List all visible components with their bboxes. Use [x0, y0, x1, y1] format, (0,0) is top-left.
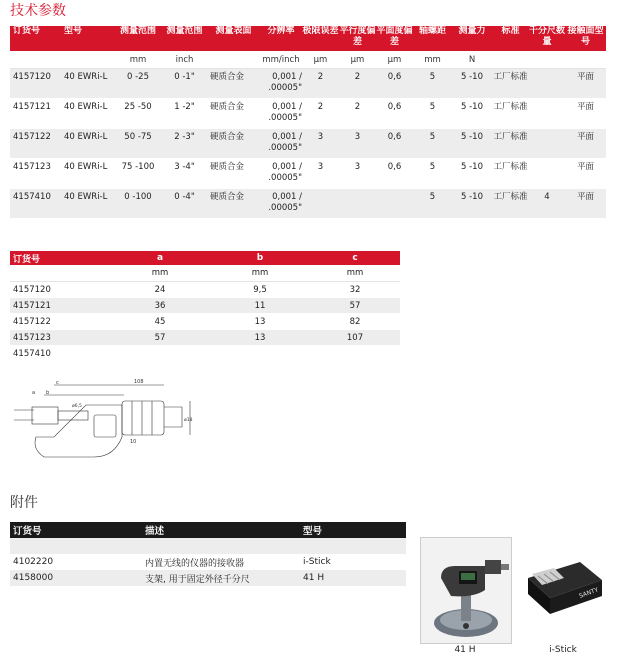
spec-row	[10, 99, 606, 129]
unit-cell	[10, 265, 110, 282]
spec-cell: 硬质合金	[207, 129, 260, 159]
acc-row	[10, 554, 406, 570]
dims-cell	[210, 346, 310, 362]
usb-receiver-image	[520, 540, 606, 635]
spec-cell: 工厂标准	[492, 69, 529, 99]
dims-cell	[310, 346, 400, 362]
spec-cell: 25 -50	[114, 99, 162, 129]
acc-cell: 4102220	[13, 557, 54, 567]
unit-cell: mm	[114, 51, 162, 69]
unit-cell: inch	[162, 51, 207, 69]
spec-cell: 0,001 / .00005"	[260, 189, 302, 219]
acc-header: 订货号	[10, 522, 142, 538]
spec-cell: 工厂标准	[492, 189, 529, 219]
spec-cell: 40 EWRi-L	[61, 189, 114, 219]
dims-cell: 32	[310, 282, 400, 298]
spec-cell: 3	[339, 129, 376, 159]
dims-row	[10, 330, 400, 346]
spec-cell: 2	[339, 99, 376, 129]
spec-cell: 平面	[565, 159, 606, 189]
spec-cell: 40 EWRi-L	[61, 159, 114, 189]
spec-row	[10, 189, 606, 219]
unit-cell: µm	[376, 51, 413, 69]
spec-cell: 3	[339, 159, 376, 189]
unit-cell	[61, 51, 114, 69]
dims-cell: 82	[310, 314, 400, 330]
spec-row	[10, 159, 606, 189]
dims-cell: 4157410	[10, 346, 110, 362]
accessories-table	[10, 522, 406, 586]
acc-cell: 支架, 用于固定外径千分尺	[142, 570, 300, 586]
dims-row	[10, 282, 400, 298]
spec-cell: 0 -4"	[162, 189, 207, 219]
spec-header: 标准	[492, 26, 529, 51]
dim-d2-label: ø18	[184, 418, 193, 423]
dims-cell: 11	[210, 298, 310, 314]
dims-cell: 9,5	[210, 282, 310, 298]
dims-units-row	[10, 265, 400, 282]
dimensions-table	[10, 251, 400, 362]
spec-cell: 3 -4"	[162, 159, 207, 189]
spec-header: 平面度偏差	[376, 26, 413, 51]
spec-cell: 工厂标准	[492, 159, 529, 189]
spec-cell: 硬质合金	[207, 189, 260, 219]
spec-cell: 工厂标准	[492, 99, 529, 129]
acc-cell: 41 H	[300, 570, 406, 586]
spec-cell: 50 -75	[114, 129, 162, 159]
dims-cell: 57	[310, 298, 400, 314]
unit-cell	[10, 51, 61, 69]
accessories-title: 附件	[10, 495, 38, 511]
unit-cell: mm	[413, 51, 452, 69]
stand-caption: 41 H	[454, 645, 476, 655]
spec-cell: 3	[302, 129, 339, 159]
dims-header: b	[210, 251, 310, 265]
dims-cell: 4157122	[10, 314, 110, 330]
spec-cell: 5 -10	[452, 69, 492, 99]
unit-cell	[529, 51, 565, 69]
istick-caption: i-Stick	[549, 645, 577, 655]
spec-units-row	[10, 51, 606, 69]
spec-cell: 平面	[565, 129, 606, 159]
spec-cell: 5	[413, 189, 452, 219]
spec-cell: 1 -2"	[162, 99, 207, 129]
dim-108-label: 108	[134, 379, 144, 385]
spec-cell: 40 EWRi-L	[61, 129, 114, 159]
spec-cell: 5 -10	[452, 129, 492, 159]
dims-row	[10, 314, 400, 330]
dims-row	[10, 346, 400, 362]
dims-cell: 24	[110, 282, 210, 298]
acc-row	[10, 570, 406, 586]
spec-header: 平行度偏差	[339, 26, 376, 51]
unit-cell: mm	[310, 265, 400, 282]
spec-cell: 40 EWRi-L	[61, 99, 114, 129]
spec-cell: 0,001 / .00005"	[260, 99, 302, 129]
spec-cell: 5 -10	[452, 189, 492, 219]
acc-header: 描述	[142, 522, 300, 538]
spec-header: 极限误差	[302, 26, 339, 51]
dims-cell: 107	[310, 330, 400, 346]
dims-header: c	[310, 251, 400, 265]
spec-cell: 4157120	[10, 69, 61, 99]
spec-header: 分辨率	[260, 26, 302, 51]
unit-cell: N	[452, 51, 492, 69]
dims-row	[10, 298, 400, 314]
dims-cell: 57	[110, 330, 210, 346]
unit-cell: µm	[302, 51, 339, 69]
spec-cell: 0,6	[376, 129, 413, 159]
spec-cell: 2 -3"	[162, 129, 207, 159]
spec-cell: 5 -10	[452, 159, 492, 189]
dims-header: 订货号	[10, 251, 110, 265]
spec-cell: 4157121	[10, 99, 61, 129]
dims-cell: 36	[110, 298, 210, 314]
spec-cell: 2	[302, 99, 339, 129]
spec-cell: 0,001 / .00005"	[260, 69, 302, 99]
dims-cell	[110, 346, 210, 362]
spec-header: 测量力	[452, 26, 492, 51]
spec-header: 订货号	[10, 26, 61, 51]
stand-41h-photo	[420, 537, 512, 644]
spec-cell: 0,6	[376, 69, 413, 99]
spec-header: 轴螺距	[413, 26, 452, 51]
dim-d1-label: ø6,5	[72, 404, 82, 409]
dim-10-label: 10	[130, 439, 137, 445]
spec-cell: 硬质合金	[207, 99, 260, 129]
spec-cell: 工厂标准	[492, 129, 529, 159]
unit-cell: mm/inch	[260, 51, 302, 69]
istick-brand-text: SANTY	[578, 586, 600, 600]
dim-a-label: a	[32, 390, 36, 396]
acc-row	[10, 538, 406, 554]
micrometer-dimension-drawing	[14, 377, 224, 477]
spec-cell: 4157122	[10, 129, 61, 159]
spec-cell: 平面	[565, 189, 606, 219]
acc-cell	[300, 538, 406, 554]
acc-cell	[10, 538, 142, 554]
dim-c-label: c	[56, 380, 59, 386]
unit-cell: mm	[110, 265, 210, 282]
dims-cell: 4157120	[10, 282, 110, 298]
spec-cell: 4	[529, 189, 565, 219]
spec-cell: 2	[302, 69, 339, 99]
spec-header: 型号	[61, 26, 114, 51]
unit-cell	[207, 51, 260, 69]
spec-cell: 3	[302, 159, 339, 189]
spec-cell: 4157123	[10, 159, 61, 189]
tech-specs-title: 技术参数	[10, 3, 66, 19]
spec-header: 测量范围	[162, 26, 207, 51]
dims-cell: 45	[110, 314, 210, 330]
spec-cell: 0,6	[376, 159, 413, 189]
spec-cell	[376, 189, 413, 219]
unit-cell	[492, 51, 529, 69]
dims-cell: 4157123	[10, 330, 110, 346]
spec-cell	[529, 69, 565, 99]
dims-header-row	[10, 251, 400, 265]
acc-cell: 内置无线的仪器的接收器	[145, 558, 245, 569]
spec-cell: 75 -100	[114, 159, 162, 189]
spec-row	[10, 69, 606, 99]
spec-cell: 5	[413, 99, 452, 129]
spec-cell: 40 EWRi-L	[61, 69, 114, 99]
acc-header: 型号	[300, 522, 406, 538]
istick-photo	[520, 540, 606, 635]
dims-header: a	[110, 251, 210, 265]
spec-cell: 5	[413, 69, 452, 99]
spec-row	[10, 129, 606, 159]
spec-cell: 0,001 / .00005"	[260, 159, 302, 189]
spec-cell: 5	[413, 129, 452, 159]
spec-cell: 4157410	[10, 189, 61, 219]
spec-cell	[529, 99, 565, 129]
spec-cell: 0 -1"	[162, 69, 207, 99]
spec-cell: 平面	[565, 69, 606, 99]
spec-table	[10, 26, 606, 219]
unit-cell: µm	[339, 51, 376, 69]
unit-cell	[565, 51, 606, 69]
spec-cell	[529, 129, 565, 159]
spec-cell: 0,001 / .00005"	[260, 129, 302, 159]
unit-cell: mm	[210, 265, 310, 282]
spec-cell: 5 -10	[452, 99, 492, 129]
spec-cell: 平面	[565, 99, 606, 129]
acc-cell	[142, 538, 300, 554]
spec-cell	[529, 159, 565, 189]
dims-cell: 13	[210, 330, 310, 346]
acc-cell: 4158000	[10, 570, 142, 586]
spec-header-row	[10, 26, 606, 51]
spec-cell: 2	[339, 69, 376, 99]
spec-cell	[339, 189, 376, 219]
spec-cell: 0 -100	[114, 189, 162, 219]
spec-header: 测量表面	[207, 26, 260, 51]
acc-header-row	[10, 522, 406, 538]
spec-cell	[302, 189, 339, 219]
spec-cell: 硬质合金	[207, 69, 260, 99]
spec-cell: 5	[413, 159, 452, 189]
acc-cell: i-Stick	[303, 557, 331, 567]
dims-cell: 13	[210, 314, 310, 330]
micrometer-stand-image	[421, 538, 511, 643]
spec-header: 千分尺数量	[529, 26, 565, 51]
spec-header: 测量范围	[114, 26, 162, 51]
spec-header: 接触面型号	[565, 26, 606, 51]
dims-cell: 4157121	[10, 298, 110, 314]
spec-cell: 0,6	[376, 99, 413, 129]
dim-b-label: b	[46, 390, 50, 396]
spec-cell: 硬质合金	[207, 159, 260, 189]
spec-cell: 0 -25	[114, 69, 162, 99]
